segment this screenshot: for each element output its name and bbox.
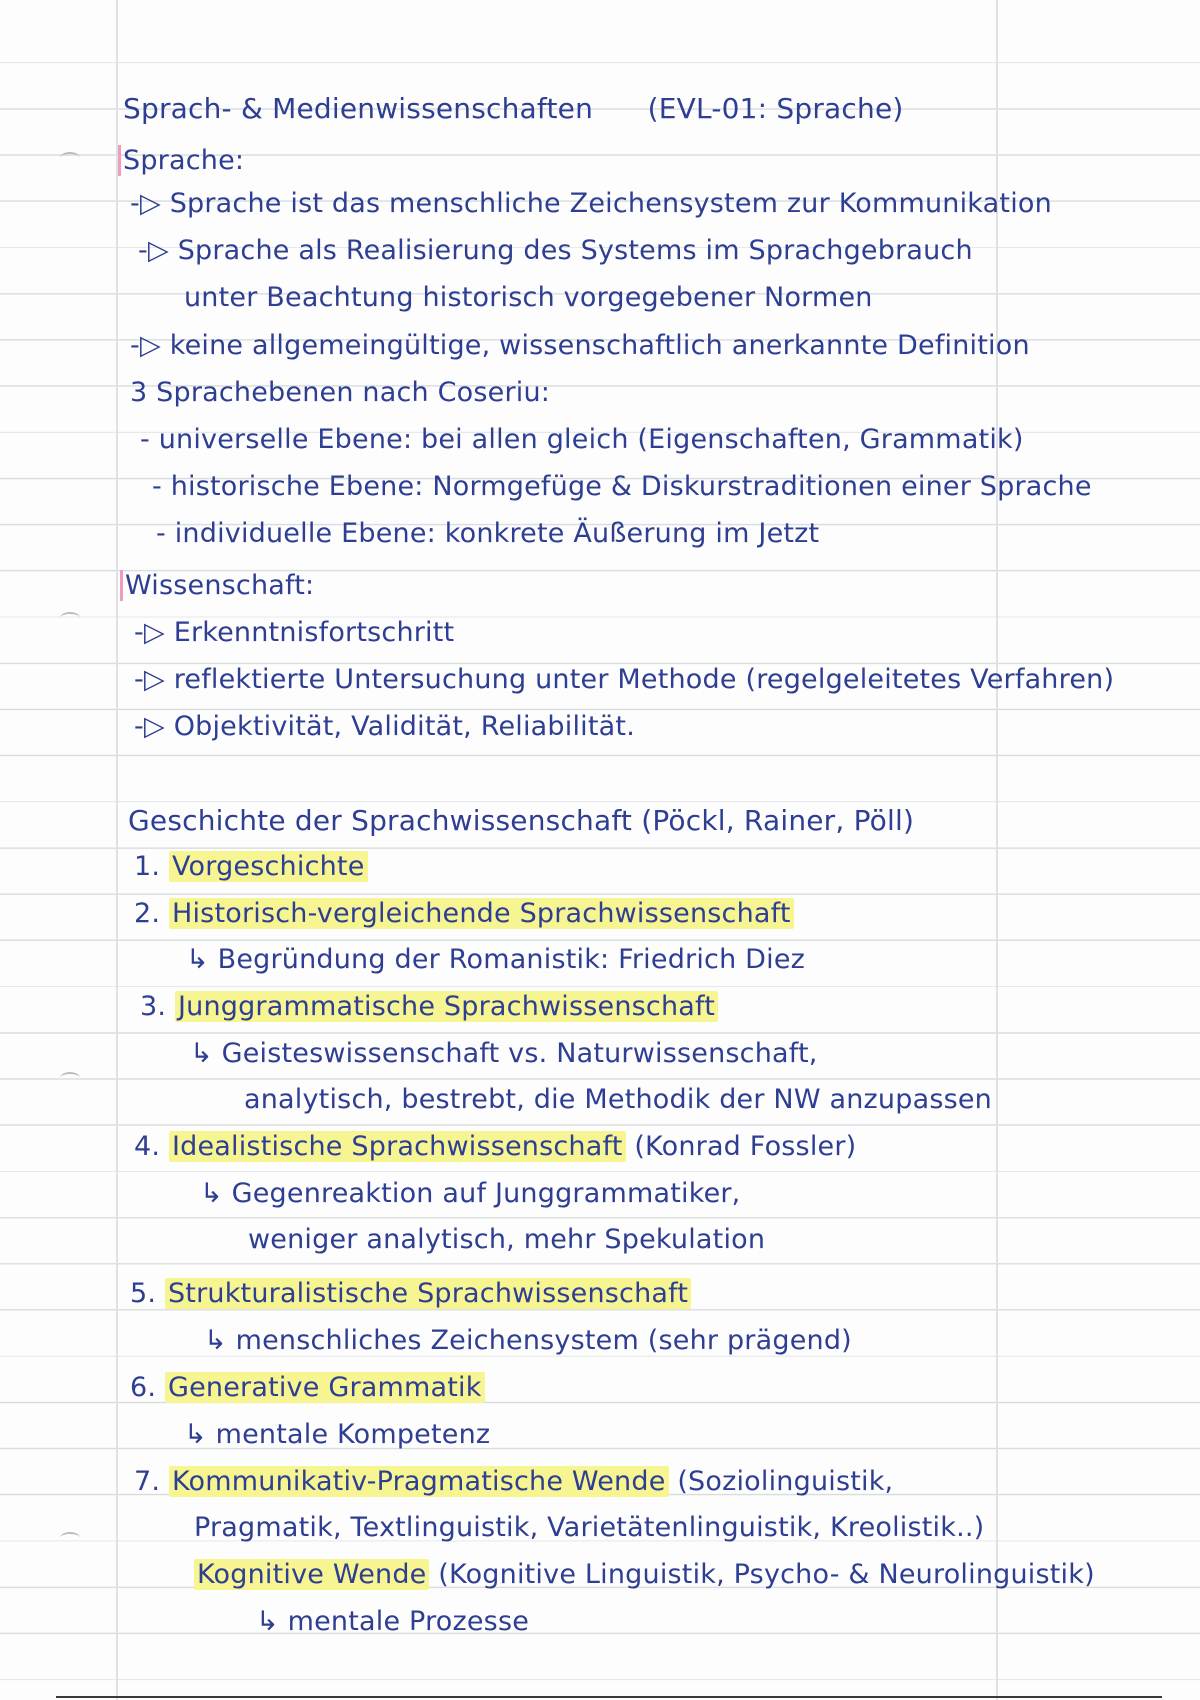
left-margin-line (116, 0, 118, 1700)
history-item (134, 1466, 893, 1497)
history-item (134, 1131, 856, 1162)
history-item (130, 1372, 485, 1403)
history-item-label: Generative Grammatik (165, 1372, 485, 1403)
sprache-line: 3 Sprachebenen nach Coseriu: (130, 377, 551, 408)
section-heading-sprache: Sprache: (118, 145, 244, 176)
history-item-number: 3. (140, 991, 167, 1022)
right-margin-line (996, 0, 998, 1700)
wissenschaft-line: -▷ Erkenntnisfortschritt (134, 617, 455, 648)
history-item-number: 5. (130, 1278, 157, 1309)
history-item-number: 7. (134, 1466, 161, 1497)
history-item-number: 6. (130, 1372, 157, 1403)
wissenschaft-line: -▷ Objektivität, Validität, Reliabilität. (134, 711, 635, 742)
history-item-detail: (Konrad Fossler) (634, 1131, 857, 1162)
history-item (194, 1559, 1095, 1590)
history-item-note: Pragmatik, Textlinguistik, Varietätenlinguistik, Kreolistik..) (194, 1512, 985, 1543)
sprache-line: - individuelle Ebene: konkrete Äußerung im Jetzt (156, 518, 820, 549)
history-item (140, 991, 718, 1022)
history-item (134, 898, 794, 929)
history-item-number: 1. (134, 851, 161, 882)
punch-hole-mark (60, 152, 80, 164)
wissenschaft-line: -▷ reflektierte Untersuchung unter Methode (regelgeleitetes Verfahren) (134, 664, 1115, 695)
sprache-line: - universelle Ebene: bei allen gleich (Eigenschaften, Grammatik) (140, 424, 1024, 455)
history-item-detail: (Soziolinguistik, (677, 1466, 894, 1497)
section-heading-wissenschaft: Wissenschaft: (120, 570, 314, 601)
punch-hole-mark (60, 1532, 80, 1544)
bottom-rule (56, 1696, 1162, 1698)
history-item-note: weniger analytisch, mehr Spekulation (248, 1224, 766, 1255)
history-item-label: Vorgeschichte (169, 851, 368, 882)
punch-hole-mark (60, 1072, 80, 1084)
history-item-note: ↳ Begründung der Romanistik: Friedrich Diez (186, 944, 806, 975)
history-item-note: ↳ menschliches Zeichensystem (sehr prägend) (204, 1325, 852, 1356)
history-item-note: ↳ mentale Kompetenz (184, 1419, 491, 1450)
history-item-number: 2. (134, 898, 161, 929)
history-item-label: Strukturalistische Sprachwissenschaft (165, 1278, 691, 1309)
history-item-label: Kommunikativ-Pragmatische Wende (169, 1466, 669, 1497)
history-item-note: analytisch, bestrebt, die Methodik der NW anzupassen (244, 1084, 992, 1115)
sprache-line: - historische Ebene: Normgefüge & Diskurstraditionen einer Sprache (152, 471, 1092, 502)
history-item (134, 851, 368, 882)
page-title-line (123, 92, 904, 125)
punch-hole-mark (60, 612, 80, 624)
history-item-note: ↳ mentale Prozesse (256, 1606, 530, 1637)
history-item-label: Junggrammatische Sprachwissenschaft (175, 991, 718, 1022)
history-item-number: 4. (134, 1131, 161, 1162)
section-heading-geschichte: Geschichte der Sprachwissenschaft (Pöckl, Rainer, Pöll) (128, 804, 915, 837)
history-item-label: Historisch-vergleichende Sprachwissenschaft (169, 898, 794, 929)
history-item-label: Kognitive Wende (194, 1559, 429, 1590)
history-item-note: ↳ Geisteswissenschaft vs. Naturwissenschaft, (190, 1038, 818, 1069)
history-item-label: Idealistische Sprachwissenschaft (169, 1131, 626, 1162)
page-title-tag: (EVL-01: Sprache) (647, 92, 904, 125)
sprache-line: -▷ keine allgemeingültige, wissenschaftlich anerkannte Definition (130, 330, 1030, 361)
history-item (130, 1278, 691, 1309)
history-item-note: ↳ Gegenreaktion auf Junggrammatiker, (200, 1178, 741, 1209)
sprache-line: -▷ Sprache ist das menschliche Zeichensystem zur Kommunikation (130, 188, 1052, 219)
page-title: Sprach- & Medienwissenschaften (123, 92, 594, 125)
sprache-line: unter Beachtung historisch vorgegebener Normen (184, 282, 873, 313)
sprache-line: -▷ Sprache als Realisierung des Systems im Sprachgebrauch (138, 235, 973, 266)
history-item-detail: (Kognitive Linguistik, Psycho- & Neurolinguistik) (438, 1559, 1095, 1590)
